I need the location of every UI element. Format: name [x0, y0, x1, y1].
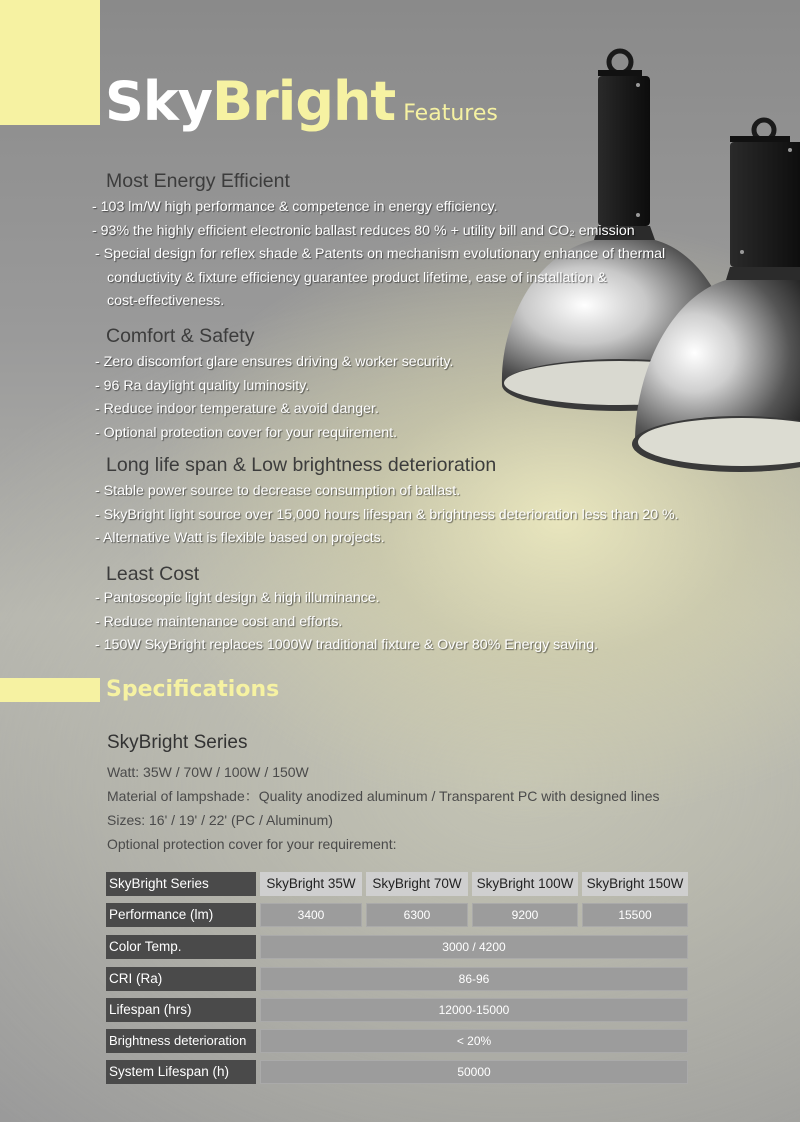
page-title [105, 70, 498, 146]
series-name: SkyBright Series [107, 732, 248, 753]
yellow-section-tab [0, 678, 100, 702]
bullet-item: - SkyBright light source over 15,000 hours lifespan & brightness deterioration less than 20 %. [95, 506, 679, 523]
bullet-item: - 103 lm/W high performance & competence in energy efficiency. [92, 199, 498, 215]
table-row-label-color-temp: Color Temp. [106, 935, 256, 959]
bullet-item: cost-effectiveness. [107, 293, 225, 309]
bullet-item: - Reduce maintenance cost and efforts. [95, 613, 343, 630]
title-sky: Sky [105, 70, 213, 133]
table-row-label-deterioration: Brightness deterioration [106, 1029, 256, 1053]
table-cell-performance-35w: 3400 [260, 903, 362, 927]
bullet-item: - 93% the highly efficient electronic ballast reduces 80 % + utility bill and CO₂ emission [92, 222, 635, 239]
title-bright: Bright [212, 70, 396, 133]
table-header-100w: SkyBright 100W [472, 872, 578, 896]
spec-line-cover: Optional protection cover for your requirement: [107, 836, 397, 852]
energy-bullets [92, 196, 665, 314]
table-cell-color-temp: 3000 / 4200 [260, 935, 688, 959]
table-cell-performance-70w: 6300 [366, 903, 468, 927]
bullet-item: conductivity & fixture efficiency guarantee product lifetime, ease of installation & [107, 269, 607, 286]
table-header-series: SkyBright Series [106, 872, 256, 896]
bullet-item: - Special design for reflex shade & Patents on mechanism evolutionary enhance of thermal [95, 246, 666, 262]
table-row-label-cri: CRI (Ra) [106, 967, 256, 991]
section-heading-lifespan: Long life span & Low brightness deterioration [106, 454, 497, 476]
bullet-item: - Stable power source to decrease consumption of ballast. [95, 483, 461, 499]
table-row-label-performance: Performance (lm) [106, 903, 256, 927]
spec-lines [107, 760, 660, 856]
table-cell-performance-150w: 15500 [582, 903, 688, 927]
table-row-label-lifespan: Lifespan (hrs) [106, 998, 256, 1022]
table-cell-performance-100w: 9200 [472, 903, 578, 927]
specifications-title: Specifications [106, 677, 280, 702]
cost-bullets [95, 587, 598, 658]
bullet-item: - 96 Ra daylight quality luminosity. [95, 377, 310, 394]
bullet-item: - Alternative Watt is flexible based on projects. [95, 530, 385, 546]
comfort-bullets [95, 351, 453, 445]
yellow-corner-block [0, 0, 100, 125]
table-header-70w: SkyBright 70W [366, 872, 468, 896]
table-row-label-system-lifespan: System Lifespan (h) [106, 1060, 256, 1084]
bullet-item: - Reduce indoor temperature & avoid danger. [95, 401, 379, 417]
bullet-item: - 150W SkyBright replaces 1000W traditional fixture & Over 80% Energy saving. [95, 637, 599, 653]
lifespan-bullets [95, 480, 679, 551]
bullet-item: - Optional protection cover for your requirement. [95, 424, 398, 441]
table-cell-cri: 86-96 [260, 967, 688, 991]
title-features: Features [403, 101, 498, 126]
table-cell-deterioration: < 20% [260, 1029, 688, 1053]
spec-line-material: Material of lampshade：Quality anodized aluminum / Transparent PC with designed lines [107, 788, 660, 804]
table-cell-lifespan: 12000-15000 [260, 998, 688, 1022]
spec-line-sizes: Sizes: 16' / 19' / 22' (PC / Aluminum) [107, 812, 333, 828]
table-header-150w: SkyBright 150W [582, 872, 688, 896]
bullet-item: - Zero discomfort glare ensures driving & worker security. [95, 354, 454, 370]
table-cell-system-lifespan: 50000 [260, 1060, 688, 1084]
section-heading-cost: Least Cost [106, 563, 200, 585]
section-heading-energy: Most Energy Efficient [106, 170, 290, 192]
section-heading-comfort: Comfort & Safety [106, 325, 255, 347]
spec-line-watt: Watt: 35W / 70W / 100W / 150W [107, 764, 309, 780]
table-header-35w: SkyBright 35W [260, 872, 362, 896]
bullet-item: - Pantoscopic light design & high illuminance. [95, 590, 380, 606]
